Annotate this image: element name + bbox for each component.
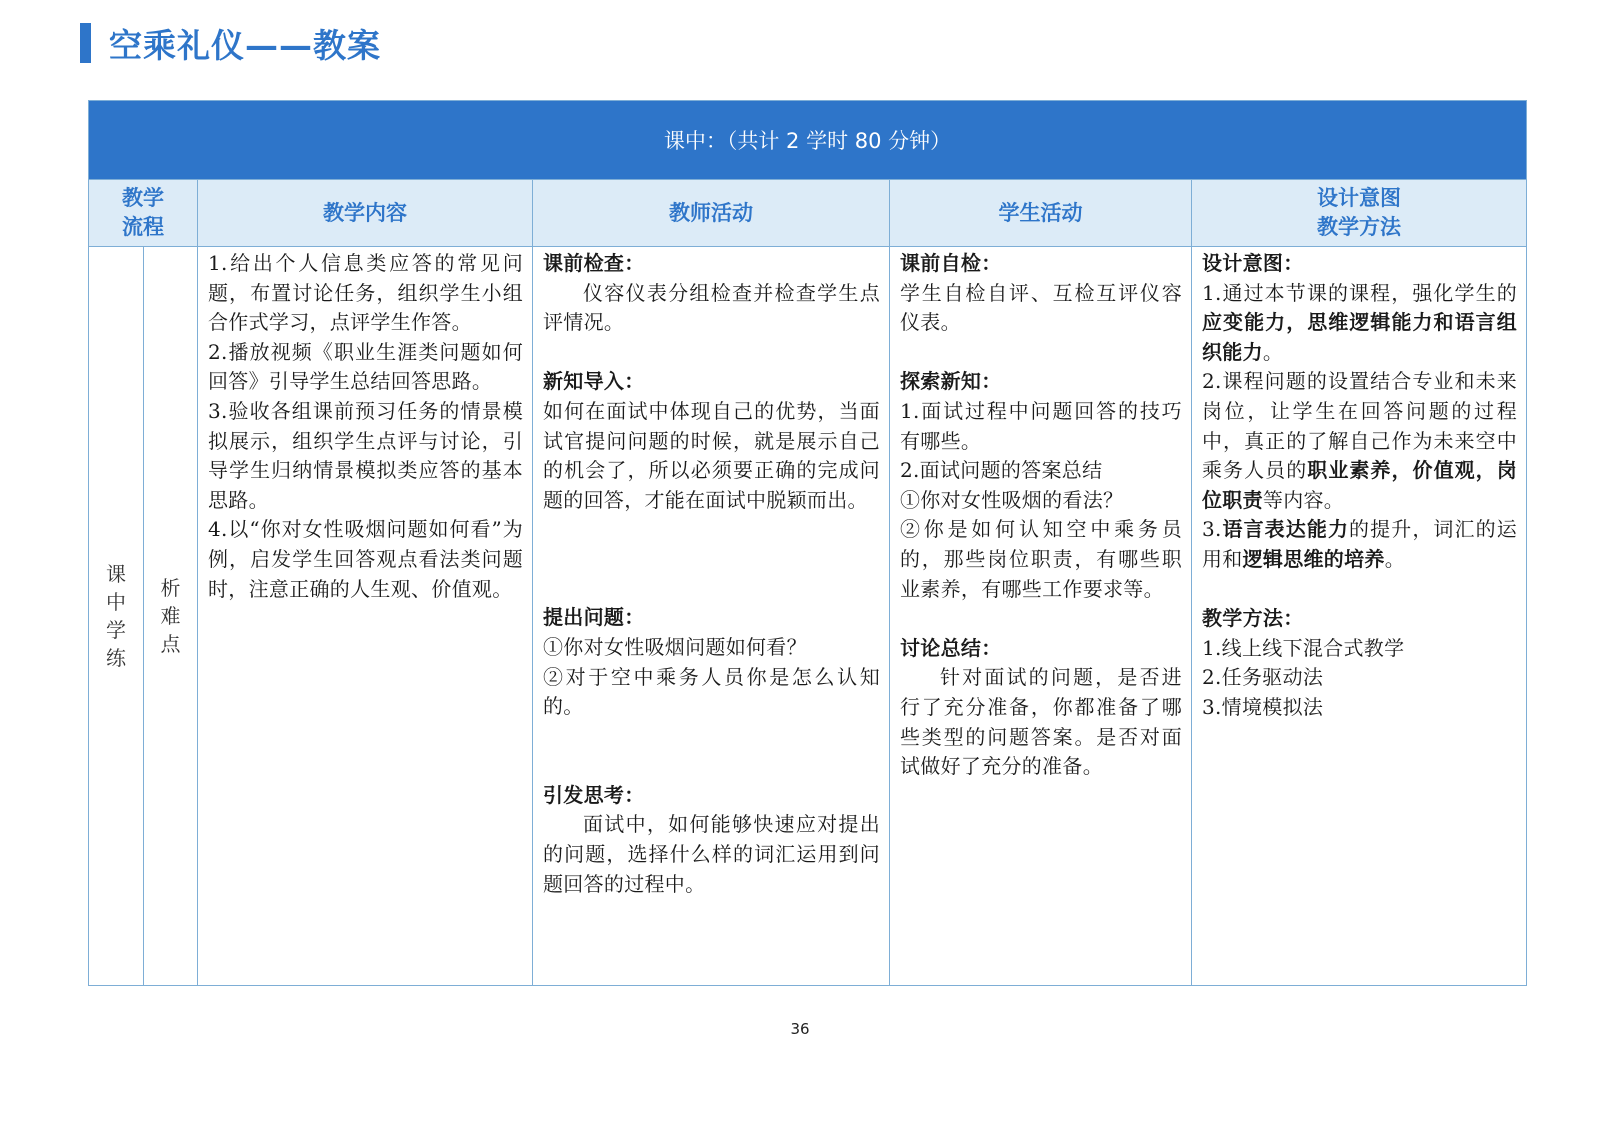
header-content: 教学内容 [198,180,533,247]
table-banner: 课中：（共计 2 学时 80 分钟） [89,101,1527,180]
teacher-cell [533,247,890,986]
teacher-question-2: ②对于空中乘务人员你是怎么认知的。 [543,664,880,719]
student-cell [890,247,1192,986]
student-explore-4: ②你是如何认知空中乘务员的，那些岗位职责，有哪些职业素养，有哪些工作要求等。 [900,517,1182,601]
content-item: 2.播放视频《职业生涯类问题如何回答》引导学生总结回答思路。 [208,339,523,394]
student-self-text: 学生自检自评、互检互评仪容仪表。 [900,280,1182,335]
design-method-item: 3.情境模拟法 [1202,694,1324,719]
teacher-check-text: 仪容仪表分组检查并检查学生点评情况。 [543,280,880,335]
header-student: 学生活动 [890,180,1192,247]
page-header [80,22,381,64]
sub-stage-cell: 析 难 点 [144,247,198,986]
design-method-item: 1.线上线下混合式教学 [1202,635,1405,660]
table-header-row [89,180,1527,247]
header-design: 设计意图 教学方法 [1192,180,1527,247]
design-cell [1192,247,1527,986]
student-explore-3: ①你对女性吸烟的看法？ [900,487,1124,512]
teacher-intro-text: 如何在面试中体现自己的优势，当面试官提问问题的时候，就是展示自己的机会了，所以必须要正确的完成问题的回答，才能在面试中脱颖而出。 [543,398,880,512]
lesson-plan-table [88,100,1527,986]
student-explore-1: 1.面试过程中问题回答的技巧有哪些。 [900,398,1182,453]
teacher-think-text: 面试中，如何能够快速应对提出的问题，选择什么样的词汇运用到问题回答的过程中。 [543,812,880,896]
teacher-intro-title: 新知导入： [543,369,645,394]
student-summary-title: 讨论总结： [900,635,1002,660]
design-intent-3: 3.语言表达能力的提升，词汇的运用和逻辑思维的培养。 [1202,517,1518,571]
content-item: 3.验收各组课前预习任务的情景模拟展示，组织学生点评与讨论，引导学生归纳情景模拟类应答的基本思路。 [208,398,523,512]
stage-cell: 课 中 学 练 [89,247,144,986]
content-cell [198,247,533,986]
teacher-check-title: 课前检查： [543,251,645,275]
design-intent-1: 1.通过本节课的课程，强化学生的应变能力，思维逻辑能力和语言组织能力。 [1202,280,1518,364]
design-method-item: 2.任务驱动法 [1202,665,1324,690]
content-item: 4.以“你对女性吸烟问题如何看”为例，启发学生回答观点看法类问题时，注意正确的人生观、价值观。 [208,517,523,601]
design-intent-2: 2.课程问题的设置结合专业和未来岗位，让学生在回答问题的过程中，真正的了解自己作为未来空中乘务人员的职业素养，价值观，岗位职责等内容。 [1202,369,1518,512]
page-number: 36 [790,1020,810,1038]
student-explore-2: 2.面试问题的答案总结 [900,458,1103,483]
title-accent-bar [80,23,91,63]
design-intent-title: 设计意图： [1202,251,1304,275]
student-explore-title: 探索新知： [900,369,1002,394]
teacher-question-title: 提出问题： [543,605,645,630]
content-item: 1.给出个人信息类应答的常见问题，布置讨论任务，组织学生小组合作式学习，点评学生作答。 [208,251,523,335]
teacher-question-1: ①你对女性吸烟问题如何看？ [543,634,807,659]
teacher-think-title: 引发思考： [543,782,645,807]
student-self-title: 课前自检： [900,251,1002,275]
page-title: 空乘礼仪——教案 [109,25,381,65]
table-row [89,247,1527,986]
header-teacher: 教师活动 [533,180,890,247]
header-flow: 教学 流程 [89,180,198,247]
student-summary-text: 针对面试的问题，是否进行了充分准备，你都准备了哪些类型的问题答案。是否对面试做好了充分的准备。 [900,665,1182,779]
design-method-title: 教学方法： [1202,606,1304,631]
